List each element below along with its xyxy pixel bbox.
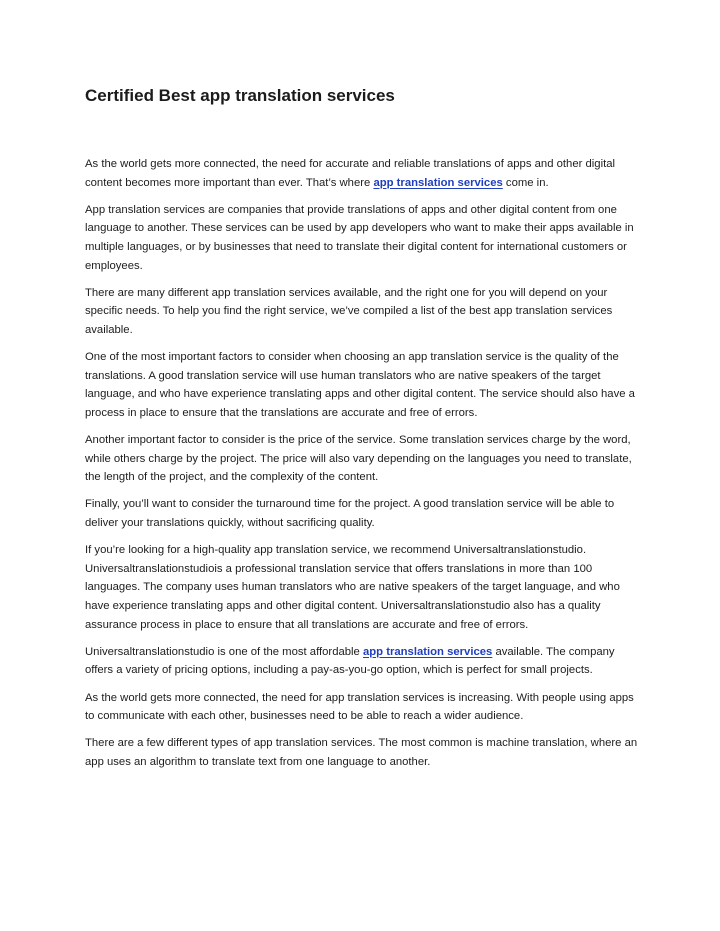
paragraph-5: Another important factor to consider is the price of the service. Some translation services charge by the word, while others charge by the project. The price will also vary depending on the languages you need to translate, the length of the project, and the complexity of the content.: [85, 434, 632, 484]
paragraph-7: If you’re looking for a high-quality app translation service, we recommend Universaltranslationstudio. Universaltranslationstudiois a professional translation service that offers translations in more than 100 languages. The company uses human translators who are native speakers of the target language, and who have experience translating apps and other digital content. Universaltranslationstudio also has a quality assurance process in place to ensure that all translations are accurate and free of errors.: [85, 544, 620, 631]
app-translation-services-link-2[interactable]: app translation services: [362, 645, 493, 658]
paragraph-2: App translation services are companies that provide translations of apps and other digital content from one language to another. These services can be used by app developers who want to make their apps available in multiple languages, or by businesses that need to translate their digital content for international customers or employees.: [85, 203, 634, 272]
document-body: [85, 84, 641, 780]
paragraph-8-text-after: available. The company offers a variety of pricing options, including a pay-as-you-go option, which is perfect for small projects.: [85, 645, 615, 677]
paragraph-9: As the world gets more connected, the need for app translation services is increasing. With people using apps to communicate with each other, businesses need to be able to reach a wider audience.: [85, 691, 634, 723]
paragraph-1-text-after: come in.: [502, 176, 549, 189]
paragraph-3: There are many different app translation services available, and the right one for you will depend on your specific needs. To help you find the right service, we’ve compiled a list of the best app translation services available.: [85, 286, 613, 336]
paragraph-6: Finally, you’ll want to consider the turnaround time for the project. A good translation service will be able to deliver your translations quickly, without sacrificing quality.: [85, 498, 615, 530]
paragraph-1-text-before: As the world gets more connected, the need for accurate and reliable translations of apps and other digital content becomes more important than ever. That’s where: [85, 158, 616, 189]
app-translation-services-link-1[interactable]: app translation services: [373, 176, 503, 189]
page-title: Certified Best app translation services: [85, 86, 395, 105]
paragraph-8-text-before: Universaltranslationstudio is one of the most affordable: [85, 645, 363, 658]
paragraph-10: There are a few different types of app translation services. The most common is machine translation, where an app uses an algorithm to translate text from one language to another.: [85, 737, 638, 768]
paragraph-4: One of the most important factors to consider when choosing an app translation service is the quality of the translations. A good translation service will use human translators who are native speakers of the target language, and who have experience translating apps and other digital content. The service should also have a process in place to ensure that the translations are accurate and free of errors.: [85, 351, 635, 419]
paragraph-1: [85, 155, 641, 192]
paragraph-8: [85, 643, 641, 680]
